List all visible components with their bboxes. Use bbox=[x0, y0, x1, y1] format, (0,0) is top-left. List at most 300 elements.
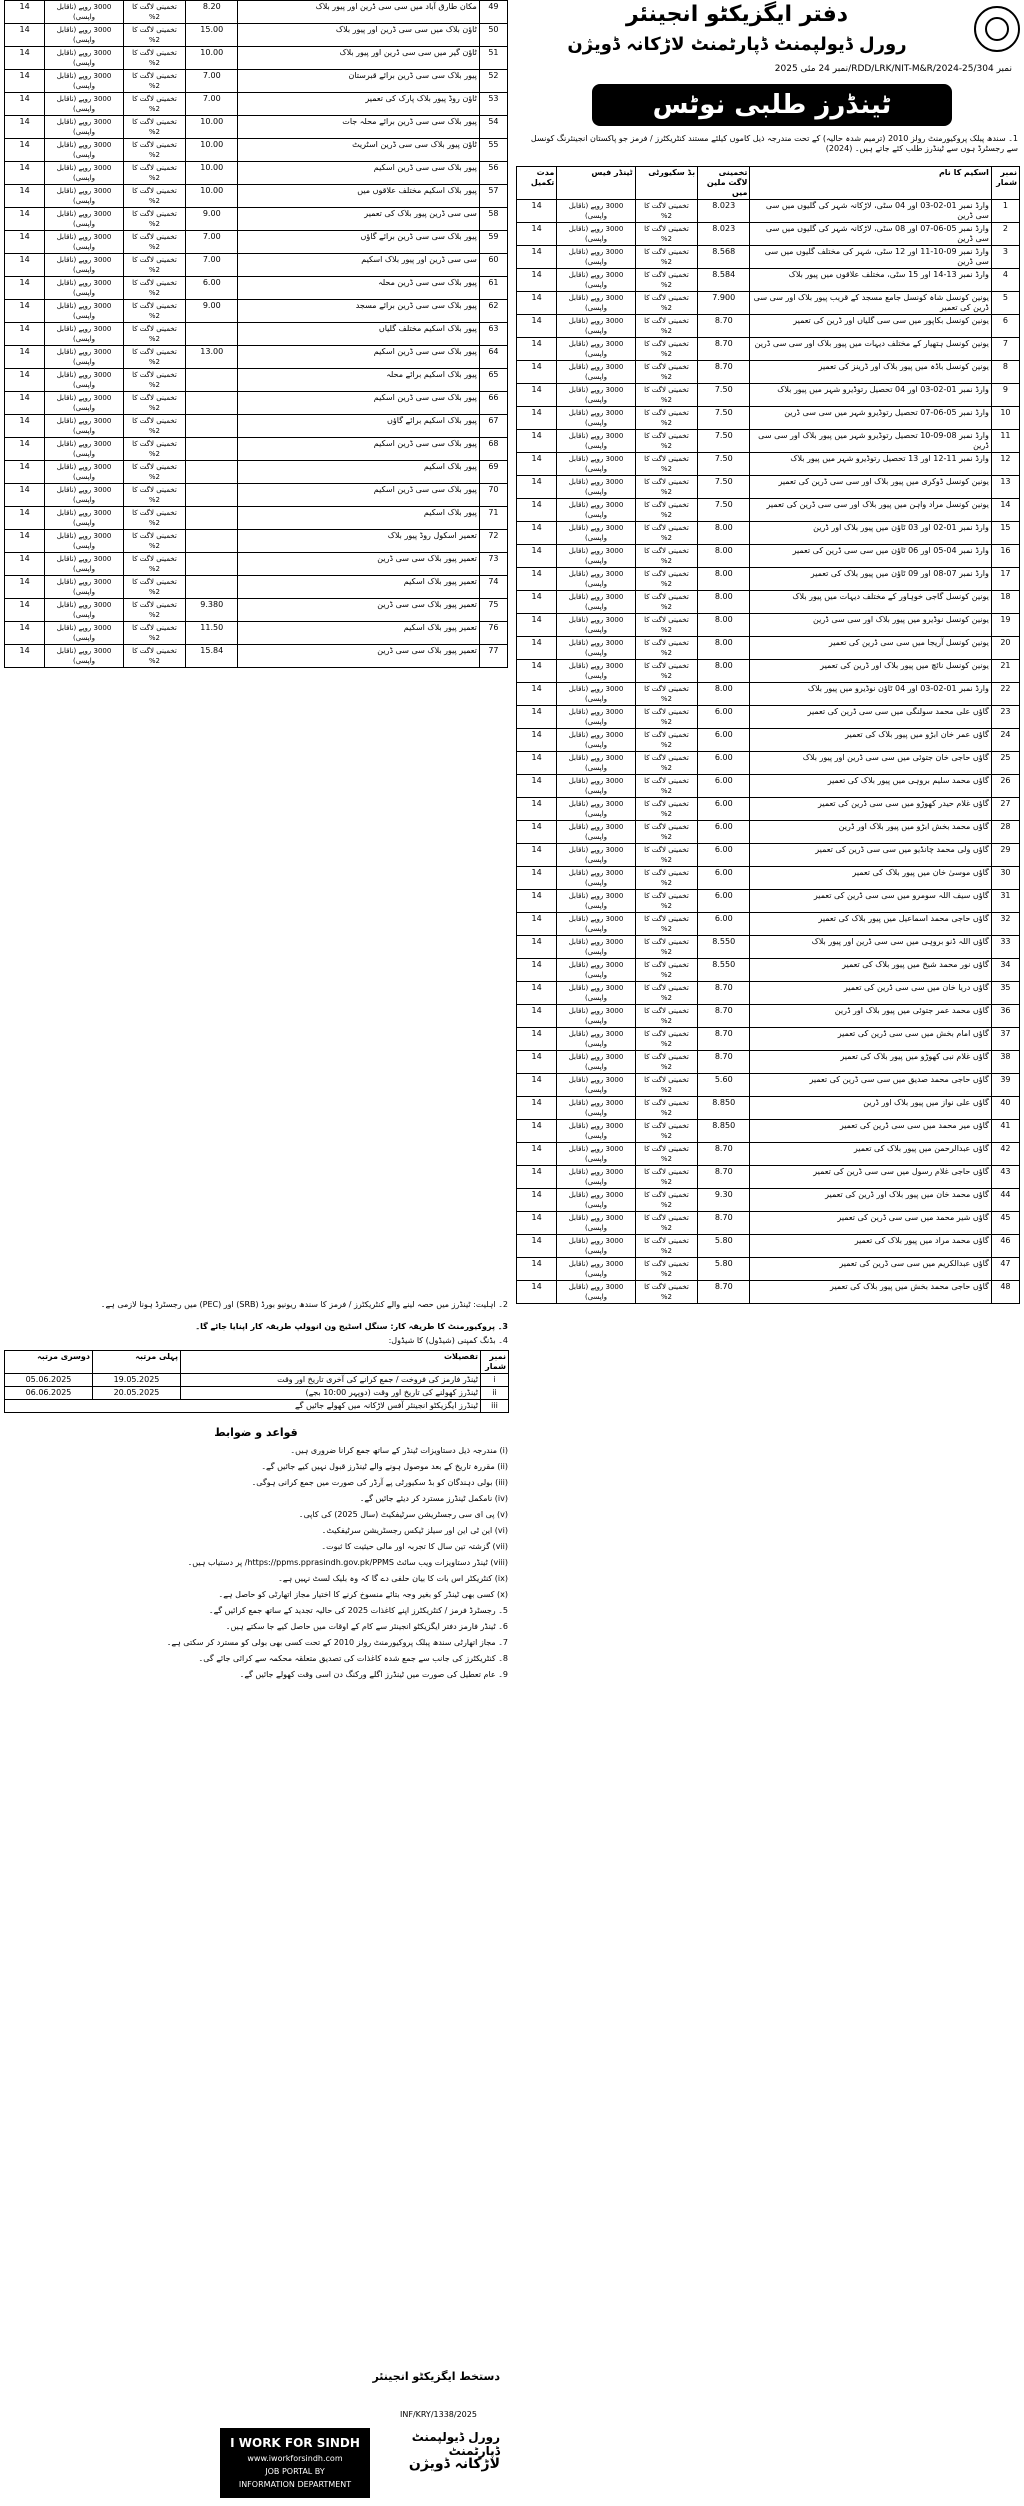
completion-time: 14 bbox=[5, 530, 45, 553]
schemes-table bbox=[516, 166, 1020, 1304]
signature-title: ایگزیکٹو انجینئر bbox=[372, 2370, 456, 2383]
tender-fee: 3000 روپے (ناقابل واپسی) bbox=[557, 1074, 635, 1097]
table-row bbox=[5, 415, 508, 438]
table-row bbox=[5, 254, 508, 277]
estimated-cost: 8.00 bbox=[698, 522, 750, 545]
signature-block bbox=[280, 2370, 500, 2383]
scheme-number: 25 bbox=[991, 752, 1019, 775]
estimated-cost bbox=[186, 392, 238, 415]
scheme-number: 69 bbox=[479, 461, 507, 484]
table-row bbox=[517, 338, 1020, 361]
bid-security: تخمینی لاگت کا 2% bbox=[635, 752, 697, 775]
estimated-cost: 7.00 bbox=[186, 231, 238, 254]
scheme-number: 41 bbox=[991, 1120, 1019, 1143]
completion-time: 14 bbox=[517, 637, 557, 660]
condition-item: (vi) این ٹی این اور سیلز ٹیکس رجسٹریشن سرٹیفکیٹ۔ bbox=[321, 1526, 508, 1535]
tender-fee: 3000 روپے (ناقابل واپسی) bbox=[557, 591, 635, 614]
scheme-number: 66 bbox=[479, 392, 507, 415]
scheme-number: 20 bbox=[991, 637, 1019, 660]
table-row bbox=[517, 1212, 1020, 1235]
bid-security: تخمینی لاگت کا 2% bbox=[635, 683, 697, 706]
tender-fee: 3000 روپے (ناقابل واپسی) bbox=[45, 438, 123, 461]
bid-security: تخمینی لاگت کا 2% bbox=[123, 507, 185, 530]
completion-time: 14 bbox=[5, 323, 45, 346]
tender-fee: 3000 روپے (ناقابل واپسی) bbox=[45, 599, 123, 622]
bid-security: تخمینی لاگت کا 2% bbox=[123, 208, 185, 231]
tender-fee: 3000 روپے (ناقابل واپسی) bbox=[557, 361, 635, 384]
bid-security: تخمینی لاگت کا 2% bbox=[123, 599, 185, 622]
scheme-name: گاؤں محمد عمر جتوئی میں پیور بلاک اور ڈرین bbox=[750, 1005, 991, 1028]
scheme-number: 32 bbox=[991, 913, 1019, 936]
tender-fee: 3000 روپے (ناقابل واپسی) bbox=[557, 637, 635, 660]
tender-fee: 3000 روپے (ناقابل واپسی) bbox=[45, 530, 123, 553]
estimated-cost: 8.70 bbox=[698, 1166, 750, 1189]
tender-fee: 3000 روپے (ناقابل واپسی) bbox=[45, 185, 123, 208]
office-title: دفتر ایگزیکٹو انجینئر bbox=[625, 2, 849, 27]
tender-fee: 3000 روپے (ناقابل واپسی) bbox=[45, 231, 123, 254]
completion-time: 14 bbox=[517, 568, 557, 591]
bid-security: تخمینی لاگت کا 2% bbox=[635, 430, 697, 453]
table-row bbox=[5, 438, 508, 461]
completion-time: 14 bbox=[517, 1212, 557, 1235]
scheme-number: 44 bbox=[991, 1189, 1019, 1212]
bid-security: تخمینی لاگت کا 2% bbox=[635, 1005, 697, 1028]
condition-item: (vii) گزشتہ تین سال کا تجربہ اور مالی حیثیت کا ثبوت۔ bbox=[321, 1542, 508, 1551]
completion-time: 14 bbox=[5, 47, 45, 70]
table-row bbox=[517, 1051, 1020, 1074]
bid-security: تخمینی لاگت کا 2% bbox=[635, 384, 697, 407]
scheme-number: 13 bbox=[991, 476, 1019, 499]
schedule-header-second: دوسری مرتبہ bbox=[5, 1351, 93, 1374]
table-row bbox=[5, 1, 508, 24]
tender-fee: 3000 روپے (ناقابل واپسی) bbox=[45, 24, 123, 47]
bid-security: تخمینی لاگت کا 2% bbox=[635, 867, 697, 890]
scheme-number: 34 bbox=[991, 959, 1019, 982]
tender-fee: 3000 روپے (ناقابل واپسی) bbox=[557, 913, 635, 936]
bid-security: تخمینی لاگت کا 2% bbox=[635, 913, 697, 936]
bid-security: تخمینی لاگت کا 2% bbox=[635, 522, 697, 545]
scheme-number: 17 bbox=[991, 568, 1019, 591]
estimated-cost: 7.50 bbox=[698, 430, 750, 453]
completion-time: 14 bbox=[517, 223, 557, 246]
completion-time: 14 bbox=[517, 1235, 557, 1258]
table-row bbox=[517, 430, 1020, 453]
completion-time: 14 bbox=[5, 185, 45, 208]
bid-security: تخمینی لاگت کا 2% bbox=[123, 185, 185, 208]
tender-fee: 3000 روپے (ناقابل واپسی) bbox=[45, 622, 123, 645]
table-row bbox=[5, 93, 508, 116]
scheme-name: گاؤں غلام نبی کھوڑو میں پیور بلاک کی تعمیر bbox=[750, 1051, 991, 1074]
table-row bbox=[5, 622, 508, 645]
scheme-number: 7 bbox=[991, 338, 1019, 361]
bid-security: تخمینی لاگت کا 2% bbox=[635, 315, 697, 338]
tender-fee: 3000 روپے (ناقابل واپسی) bbox=[45, 116, 123, 139]
estimated-cost: 5.80 bbox=[698, 1258, 750, 1281]
estimated-cost: 10.00 bbox=[186, 116, 238, 139]
completion-time: 14 bbox=[517, 982, 557, 1005]
tender-fee: 3000 روپے (ناقابل واپسی) bbox=[557, 844, 635, 867]
tender-fee: 3000 روپے (ناقابل واپسی) bbox=[557, 200, 635, 223]
estimated-cost: 8.850 bbox=[698, 1097, 750, 1120]
brand-url: www.iworkforsindh.com bbox=[247, 2454, 343, 2463]
tender-fee: 3000 روپے (ناقابل واپسی) bbox=[557, 660, 635, 683]
scheme-number: 11 bbox=[991, 430, 1019, 453]
table-row bbox=[5, 139, 508, 162]
condition-item: 7۔ مجاز اتھارٹی سندھ پبلک پروکیورمنٹ رولز 2010 کے تحت کسی بھی بولی کو مسترد کر سکتی ہے۔ bbox=[166, 1638, 508, 1647]
scheme-number: 73 bbox=[479, 553, 507, 576]
table-row bbox=[517, 752, 1020, 775]
scheme-number: 71 bbox=[479, 507, 507, 530]
tender-fee: 3000 روپے (ناقابل واپسی) bbox=[45, 461, 123, 484]
scheme-name: یونین کونسل بکاپور میں سی سی گلیاں اور ڈرین کی تعمیر bbox=[750, 315, 991, 338]
table-row bbox=[5, 116, 508, 139]
table-row bbox=[5, 185, 508, 208]
completion-time: 14 bbox=[517, 407, 557, 430]
table-row bbox=[517, 867, 1020, 890]
scheme-name: گاؤں اللہ ڈنو بروہی میں سی سی ڈرین اور پیور بلاک bbox=[750, 936, 991, 959]
tender-fee: 3000 روپے (ناقابل واپسی) bbox=[557, 1143, 635, 1166]
estimated-cost: 8.70 bbox=[698, 1005, 750, 1028]
scheme-name: پیور بلاک اسکیم bbox=[238, 507, 479, 530]
bid-security: تخمینی لاگت کا 2% bbox=[635, 821, 697, 844]
table-row bbox=[517, 1281, 1020, 1304]
estimated-cost: 8.70 bbox=[698, 1051, 750, 1074]
estimated-cost: 5.60 bbox=[698, 1074, 750, 1097]
completion-time: 14 bbox=[517, 292, 557, 315]
scheme-number: 19 bbox=[991, 614, 1019, 637]
completion-time: 14 bbox=[5, 553, 45, 576]
table-row bbox=[517, 568, 1020, 591]
tender-fee: 3000 روپے (ناقابل واپسی) bbox=[45, 162, 123, 185]
scheme-number: 28 bbox=[991, 821, 1019, 844]
scheme-name: پیور بلاک سی سی ڈرین اسکیم bbox=[238, 392, 479, 415]
tender-fee: 3000 روپے (ناقابل واپسی) bbox=[45, 1, 123, 24]
tender-fee: 3000 روپے (ناقابل واپسی) bbox=[557, 890, 635, 913]
scheme-name: گاؤں موسیٰ خان میں پیور بلاک کی تعمیر bbox=[750, 867, 991, 890]
scheme-name: وارڈ نمبر 11-12 اور 13 تحصیل رتوڈیرو شہر میں پیور بلاک bbox=[750, 453, 991, 476]
estimated-cost: 8.70 bbox=[698, 315, 750, 338]
scheme-number: 12 bbox=[991, 453, 1019, 476]
scheme-number: 24 bbox=[991, 729, 1019, 752]
bid-security: تخمینی لاگت کا 2% bbox=[635, 407, 697, 430]
table-row bbox=[517, 821, 1020, 844]
scheme-name: یونین کونسل باڈہ میں پیور بلاک اور ڈرینز کی تعمیر bbox=[750, 361, 991, 384]
tender-fee: 3000 روپے (ناقابل واپسی) bbox=[557, 683, 635, 706]
scheme-number: 38 bbox=[991, 1051, 1019, 1074]
scheme-number: 47 bbox=[991, 1258, 1019, 1281]
estimated-cost: 8.70 bbox=[698, 338, 750, 361]
table-row bbox=[517, 1120, 1020, 1143]
schedule-no: i bbox=[481, 1374, 509, 1387]
bid-security: تخمینی لاگت کا 2% bbox=[635, 614, 697, 637]
estimated-cost bbox=[186, 576, 238, 599]
scheme-number: 40 bbox=[991, 1097, 1019, 1120]
bid-security: تخمینی لاگت کا 2% bbox=[123, 622, 185, 645]
estimated-cost bbox=[186, 323, 238, 346]
completion-time: 14 bbox=[517, 1258, 557, 1281]
bid-security: تخمینی لاگت کا 2% bbox=[635, 936, 697, 959]
table-row bbox=[517, 545, 1020, 568]
tender-fee: 3000 روپے (ناقابل واپسی) bbox=[557, 1212, 635, 1235]
scheme-name: وارڈ نمبر 01-02-03 اور 04 ٹاؤن نوڈیرو میں پیور بلاک bbox=[750, 683, 991, 706]
scheme-number: 31 bbox=[991, 890, 1019, 913]
completion-time: 14 bbox=[517, 499, 557, 522]
estimated-cost bbox=[186, 369, 238, 392]
condition-item: (iv) نامکمل ٹینڈرز مسترد کر دیئے جائیں گے۔ bbox=[359, 1494, 508, 1503]
bid-security: تخمینی لاگت کا 2% bbox=[123, 392, 185, 415]
scheme-name: پیور بلاک سی سی ڈرین اسکیم bbox=[238, 346, 479, 369]
tender-fee: 3000 روپے (ناقابل واپسی) bbox=[557, 1189, 635, 1212]
completion-time: 14 bbox=[517, 936, 557, 959]
estimated-cost: 6.00 bbox=[698, 913, 750, 936]
table-row bbox=[517, 1189, 1020, 1212]
tender-fee: 3000 روپے (ناقابل واپسی) bbox=[45, 369, 123, 392]
tender-fee: 3000 روپے (ناقابل واپسی) bbox=[557, 384, 635, 407]
bid-security: تخمینی لاگت کا 2% bbox=[635, 775, 697, 798]
estimated-cost: 10.00 bbox=[186, 47, 238, 70]
estimated-cost: 6.00 bbox=[698, 752, 750, 775]
tender-fee: 3000 روپے (ناقابل واپسی) bbox=[45, 208, 123, 231]
estimated-cost: 8.20 bbox=[186, 1, 238, 24]
bid-security: تخمینی لاگت کا 2% bbox=[123, 369, 185, 392]
scheme-number: 72 bbox=[479, 530, 507, 553]
footer-city: لاڑکانہ ڈویژن bbox=[408, 2456, 500, 2472]
schedule-row bbox=[5, 1374, 509, 1387]
scheme-number: 51 bbox=[479, 47, 507, 70]
completion-time: 14 bbox=[517, 890, 557, 913]
procurement-method: 3۔ پروکیورمنٹ کا طریقہ کار: سنگل اسٹیج ون انوولپ طریقہ کار اپنایا جائے گا۔ bbox=[195, 1322, 508, 1331]
completion-time: 14 bbox=[517, 1074, 557, 1097]
scheme-name: گاؤں محمد سلیم بروہی میں پیور بلاک کی تعمیر bbox=[750, 775, 991, 798]
scheme-number: 43 bbox=[991, 1166, 1019, 1189]
tender-fee: 3000 روپے (ناقابل واپسی) bbox=[45, 300, 123, 323]
bid-security: تخمینی لاگت کا 2% bbox=[635, 223, 697, 246]
scheme-number: 62 bbox=[479, 300, 507, 323]
intro-paragraph: 1۔ سندھ پبلک پروکیورمنٹ رولز 2010 (ترمیم شدہ حالیہ) کے تحت مندرجہ ذیل کاموں کیلئے مستند کنٹریکٹرز / فرمز جو پاکستان انجینئرنگ کونسل سے رجسٹرڈ ہوں سے ٹینڈرز طلب کئے جاتے ہیں۔ (2024) bbox=[530, 134, 1018, 153]
scheme-number: 50 bbox=[479, 24, 507, 47]
tender-fee: 3000 روپے (ناقابل واپسی) bbox=[557, 545, 635, 568]
tender-fee: 3000 روپے (ناقابل واپسی) bbox=[45, 323, 123, 346]
estimated-cost: 8.023 bbox=[698, 223, 750, 246]
scheme-number: 70 bbox=[479, 484, 507, 507]
table-row bbox=[517, 361, 1020, 384]
tender-fee: 3000 روپے (ناقابل واپسی) bbox=[557, 292, 635, 315]
scheme-name: گاؤں محمد مراد میں پیور بلاک کی تعمیر bbox=[750, 1235, 991, 1258]
scheme-name: پیور بلاک اسکیم برائے گاؤں bbox=[238, 415, 479, 438]
schedule-first-date: 19.05.2025 bbox=[93, 1374, 181, 1387]
col-header-cost: تخمینی لاگت ملین میں bbox=[698, 167, 750, 200]
estimated-cost bbox=[186, 553, 238, 576]
completion-time: 14 bbox=[517, 844, 557, 867]
scheme-number: 64 bbox=[479, 346, 507, 369]
estimated-cost bbox=[186, 530, 238, 553]
scheme-name: ٹاؤن گیر میں سی سی ڈرین اور پیور بلاک bbox=[238, 47, 479, 70]
scheme-name: تعمیر پیور بلاک سی سی ڈرین bbox=[238, 645, 479, 668]
info-dept: INFORMATION DEPARTMENT bbox=[238, 2480, 352, 2489]
schedule-header-first: پہلی مرتبہ bbox=[93, 1351, 181, 1374]
scheme-number: 37 bbox=[991, 1028, 1019, 1051]
scheme-name: وارڈ نمبر 09-10-11 اور 12 سٹی، شہر کی مختلف گلیوں میں سی سی ڈرین bbox=[750, 246, 991, 269]
completion-time: 14 bbox=[517, 476, 557, 499]
schedule-first-date: 20.05.2025 bbox=[93, 1387, 181, 1400]
completion-time: 14 bbox=[5, 599, 45, 622]
estimated-cost bbox=[186, 484, 238, 507]
table-row bbox=[5, 553, 508, 576]
i-work-for-sindh-logo bbox=[220, 2428, 370, 2498]
bid-security: تخمینی لاگت کا 2% bbox=[123, 645, 185, 668]
estimated-cost: 8.70 bbox=[698, 982, 750, 1005]
scheme-number: 42 bbox=[991, 1143, 1019, 1166]
tender-fee: 3000 روپے (ناقابل واپسی) bbox=[45, 645, 123, 668]
bid-security: تخمینی لاگت کا 2% bbox=[635, 706, 697, 729]
scheme-name: پیور بلاک سی سی ڈرین اسکیم bbox=[238, 438, 479, 461]
estimated-cost: 8.70 bbox=[698, 1143, 750, 1166]
scheme-name: گاؤں علی نواز میں پیور بلاک اور ڈرین bbox=[750, 1097, 991, 1120]
scheme-number: 2 bbox=[991, 223, 1019, 246]
tender-fee: 3000 روپے (ناقابل واپسی) bbox=[557, 821, 635, 844]
scheme-name: پیور بلاک سی سی ڈرین برائے مسجد bbox=[238, 300, 479, 323]
estimated-cost: 8.70 bbox=[698, 361, 750, 384]
condition-item: (viii) ٹینڈر دستاویزات ویب سائٹ https://ppms.pprasindh.gov.pk/PPMS/ پر دستیاب ہیں۔ bbox=[187, 1558, 508, 1567]
estimated-cost bbox=[186, 438, 238, 461]
scheme-number: 77 bbox=[479, 645, 507, 668]
right-column bbox=[512, 0, 1024, 2506]
completion-time: 14 bbox=[517, 430, 557, 453]
table-row bbox=[5, 47, 508, 70]
tender-fee: 3000 روپے (ناقابل واپسی) bbox=[45, 553, 123, 576]
schedule-no: iii bbox=[481, 1400, 509, 1413]
scheme-number: 57 bbox=[479, 185, 507, 208]
bid-security: تخمینی لاگت کا 2% bbox=[635, 1051, 697, 1074]
schedule-header-detail: تفصیلات bbox=[181, 1351, 481, 1374]
estimated-cost: 9.30 bbox=[698, 1189, 750, 1212]
tender-fee: 3000 روپے (ناقابل واپسی) bbox=[557, 476, 635, 499]
table-row bbox=[517, 959, 1020, 982]
estimated-cost: 8.00 bbox=[698, 545, 750, 568]
tender-fee: 3000 روپے (ناقابل واپسی) bbox=[557, 522, 635, 545]
estimated-cost: 8.70 bbox=[698, 1281, 750, 1304]
bid-security: تخمینی لاگت کا 2% bbox=[123, 139, 185, 162]
scheme-name: گاؤں حاجی محمد بخش میں پیور بلاک کی تعمیر bbox=[750, 1281, 991, 1304]
table-row bbox=[517, 200, 1020, 223]
table-row bbox=[5, 507, 508, 530]
completion-time: 14 bbox=[517, 821, 557, 844]
tender-fee: 3000 روپے (ناقابل واپسی) bbox=[557, 614, 635, 637]
scheme-number: 53 bbox=[479, 93, 507, 116]
table-row bbox=[5, 162, 508, 185]
scheme-number: 3 bbox=[991, 246, 1019, 269]
condition-item: (i) مندرجہ ذیل دستاویزات ٹینڈر کے ساتھ جمع کرانا ضروری ہیں۔ bbox=[290, 1446, 508, 1455]
completion-time: 14 bbox=[5, 70, 45, 93]
tender-fee: 3000 روپے (ناقابل واپسی) bbox=[557, 1281, 635, 1304]
tender-fee: 3000 روپے (ناقابل واپسی) bbox=[557, 568, 635, 591]
completion-time: 14 bbox=[517, 1120, 557, 1143]
schedule-table-wrap bbox=[4, 1350, 508, 1413]
col-header-scheme: اسکیم کا نام bbox=[750, 167, 991, 200]
government-seal-icon bbox=[974, 6, 1020, 52]
scheme-name: گاؤں سیف اللہ سومرو میں سی سی ڈرین کی تعمیر bbox=[750, 890, 991, 913]
bid-security: تخمینی لاگت کا 2% bbox=[635, 361, 697, 384]
completion-time: 14 bbox=[517, 752, 557, 775]
completion-time: 14 bbox=[517, 729, 557, 752]
tender-fee: 3000 روپے (ناقابل واپسی) bbox=[557, 499, 635, 522]
bid-security: تخمینی لاگت کا 2% bbox=[635, 499, 697, 522]
completion-time: 14 bbox=[5, 415, 45, 438]
bid-security: تخمینی لاگت کا 2% bbox=[123, 277, 185, 300]
scheme-number: 21 bbox=[991, 660, 1019, 683]
estimated-cost: 6.00 bbox=[698, 844, 750, 867]
completion-time: 14 bbox=[517, 315, 557, 338]
bid-security: تخمینی لاگت کا 2% bbox=[635, 890, 697, 913]
bid-security: تخمینی لاگت کا 2% bbox=[123, 300, 185, 323]
condition-item: 8۔ کنٹریکٹرز کی جانب سے جمع شدہ کاغذات کی تصدیق متعلقہ محکمہ سے کرائی جائے گی۔ bbox=[198, 1654, 508, 1663]
scheme-number: 14 bbox=[991, 499, 1019, 522]
scheme-number: 29 bbox=[991, 844, 1019, 867]
schedule-label: 4۔ بڈنگ کمپنی (شیڈول) کا شیڈول: bbox=[388, 1336, 508, 1345]
condition-item: 5۔ رجسٹرڈ فرمز / کنٹریکٹرز اپنے کاغذات 2025 کی حالیہ تجدید کے ساتھ جمع کرائیں گے۔ bbox=[208, 1606, 508, 1615]
scheme-name: گاؤں دریا خان میں سی سی ڈرین کی تعمیر bbox=[750, 982, 991, 1005]
table-row bbox=[5, 645, 508, 668]
estimated-cost: 6.00 bbox=[698, 821, 750, 844]
scheme-number: 6 bbox=[991, 315, 1019, 338]
scheme-name: یونین کونسل شاہ کونسل جامع مسجد کے قریب پیور بلاک اور سی سی ڈرین کی تعمیر bbox=[750, 292, 991, 315]
notice-banner: ٹینڈرز طلبی نوٹس bbox=[592, 84, 952, 126]
bid-security: تخمینی لاگت کا 2% bbox=[635, 1281, 697, 1304]
scheme-name: تعمیر اسکول روڈ پیور بلاک bbox=[238, 530, 479, 553]
scheme-number: 45 bbox=[991, 1212, 1019, 1235]
completion-time: 14 bbox=[517, 1028, 557, 1051]
scheme-name: وارڈ نمبر 05-06-07 تحصیل رتوڈیرو شہر میں سی سی ڈرین bbox=[750, 407, 991, 430]
scheme-number: 63 bbox=[479, 323, 507, 346]
estimated-cost: 6.00 bbox=[186, 277, 238, 300]
scheme-name: یونین کونسل آریجا میں سی سی ڈرین کی تعمیر bbox=[750, 637, 991, 660]
scheme-name: پیور بلاک اسکیم مختلف گلیاں bbox=[238, 323, 479, 346]
scheme-name: گاؤں محمد بخش ابڑو میں پیور بلاک اور ڈرین bbox=[750, 821, 991, 844]
bid-security: تخمینی لاگت کا 2% bbox=[123, 70, 185, 93]
table-row bbox=[517, 591, 1020, 614]
completion-time: 14 bbox=[517, 706, 557, 729]
bid-security: تخمینی لاگت کا 2% bbox=[635, 200, 697, 223]
table-row bbox=[5, 277, 508, 300]
estimated-cost: 15.84 bbox=[186, 645, 238, 668]
scheme-number: 49 bbox=[479, 1, 507, 24]
table-row bbox=[517, 637, 1020, 660]
table-row bbox=[5, 576, 508, 599]
table-row bbox=[517, 844, 1020, 867]
scheme-number: 4 bbox=[991, 269, 1019, 292]
scheme-name: وارڈ نمبر 13-14 اور 15 سٹی، مختلف علاقوں میں پیور بلاک bbox=[750, 269, 991, 292]
estimated-cost: 7.50 bbox=[698, 384, 750, 407]
division-title: رورل ڈیولپمنٹ ڈپارٹمنٹ لاڑکانہ ڈویژن bbox=[567, 34, 907, 55]
table-row bbox=[5, 208, 508, 231]
col-header-tender-fee: ٹینڈر فیس bbox=[557, 167, 635, 200]
estimated-cost: 8.023 bbox=[698, 200, 750, 223]
estimated-cost: 8.00 bbox=[698, 683, 750, 706]
bid-security: تخمینی لاگت کا 2% bbox=[123, 530, 185, 553]
conditions-title: قواعد و ضوابط bbox=[214, 1426, 298, 1439]
tender-fee: 3000 روپے (ناقابل واپسی) bbox=[557, 453, 635, 476]
estimated-cost: 8.568 bbox=[698, 246, 750, 269]
schedule-detail: ٹینڈر فارمز کی فروخت / جمع کرانے کی آخری تاریخ اور وقت bbox=[181, 1374, 481, 1387]
scheme-name: گاؤں علی محمد سولنگی میں سی سی ڈرین کی تعمیر bbox=[750, 706, 991, 729]
estimated-cost: 8.00 bbox=[698, 591, 750, 614]
tender-fee: 3000 روپے (ناقابل واپسی) bbox=[557, 867, 635, 890]
completion-time: 14 bbox=[5, 93, 45, 116]
bid-security: تخمینی لاگت کا 2% bbox=[635, 246, 697, 269]
completion-time: 14 bbox=[5, 484, 45, 507]
condition-item: (ii) مقررہ تاریخ کے بعد موصول ہونے والے ٹینڈرز قبول نہیں کیے جائیں گے۔ bbox=[261, 1462, 508, 1471]
scheme-name: گاؤں عبدالرحمن میں پیور بلاک کی تعمیر bbox=[750, 1143, 991, 1166]
